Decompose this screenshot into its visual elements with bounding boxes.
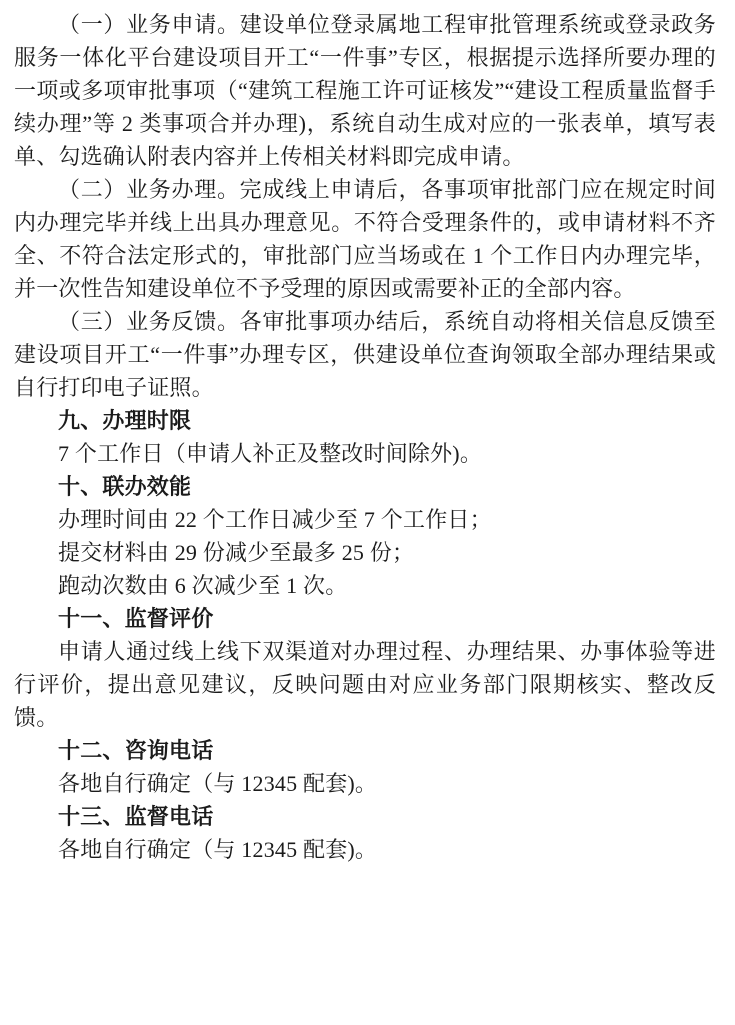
- paragraph: 7 个工作日（申请人补正及整改时间除外)。: [58, 441, 483, 466]
- paragraph: 各地自行确定（与 12345 配套)。: [58, 771, 378, 796]
- paragraph: 办理时间由 22 个工作日减少至 7 个工作日；: [58, 507, 492, 532]
- paragraph: 各地自行确定（与 12345 配套)。: [58, 837, 378, 862]
- paragraph: 提交材料由 29 份减少至最多 25 份；: [58, 540, 415, 565]
- paragraph: 跑动次数由 6 次减少至 1 次。: [58, 573, 348, 598]
- section-heading: 九、办理时限: [58, 408, 192, 433]
- paragraph: 申请人通过线上线下双渠道对办理过程、办理结果、办事体验等进行评价，提出意见建议，反映问题由对应业务部门限期核实、整改反馈。: [14, 639, 716, 730]
- paragraph: （一）业务申请。建设单位登录属地工程审批管理系统或登录政务服务一体化平台建设项目开工“一件事”专区，根据提示选择所要办理的一项或多项审批事项（“建筑工程施工许可证核发”“建设工程质量监督手续办理”等 2 类事项合并办理)，系统自动生成对应的一张表单，填写表单、勾选确认附表内容并上传相关材料即完成申请。: [14, 12, 716, 169]
- paragraph: （三）业务反馈。各审批事项办结后，系统自动将相关信息反馈至建设项目开工“一件事”办理专区，供建设单位查询领取全部办理结果或自行打印电子证照。: [14, 309, 716, 400]
- section-heading: 十一、监督评价: [58, 606, 214, 631]
- section-heading: 十、联办效能: [58, 474, 192, 499]
- section-heading: 十三、监督电话: [58, 804, 214, 829]
- paragraph: （二）业务办理。完成线上申请后，各事项审批部门应在规定时间内办理完毕并线上出具办理意见。不符合受理条件的，或申请材料不齐全、不符合法定形式的，审批部门应当场或在 1 个工作日内办理完毕，并一次性告知建设单位不予受理的原因或需要补正的全部内容。: [14, 177, 716, 301]
- section-heading: 十二、咨询电话: [58, 738, 214, 763]
